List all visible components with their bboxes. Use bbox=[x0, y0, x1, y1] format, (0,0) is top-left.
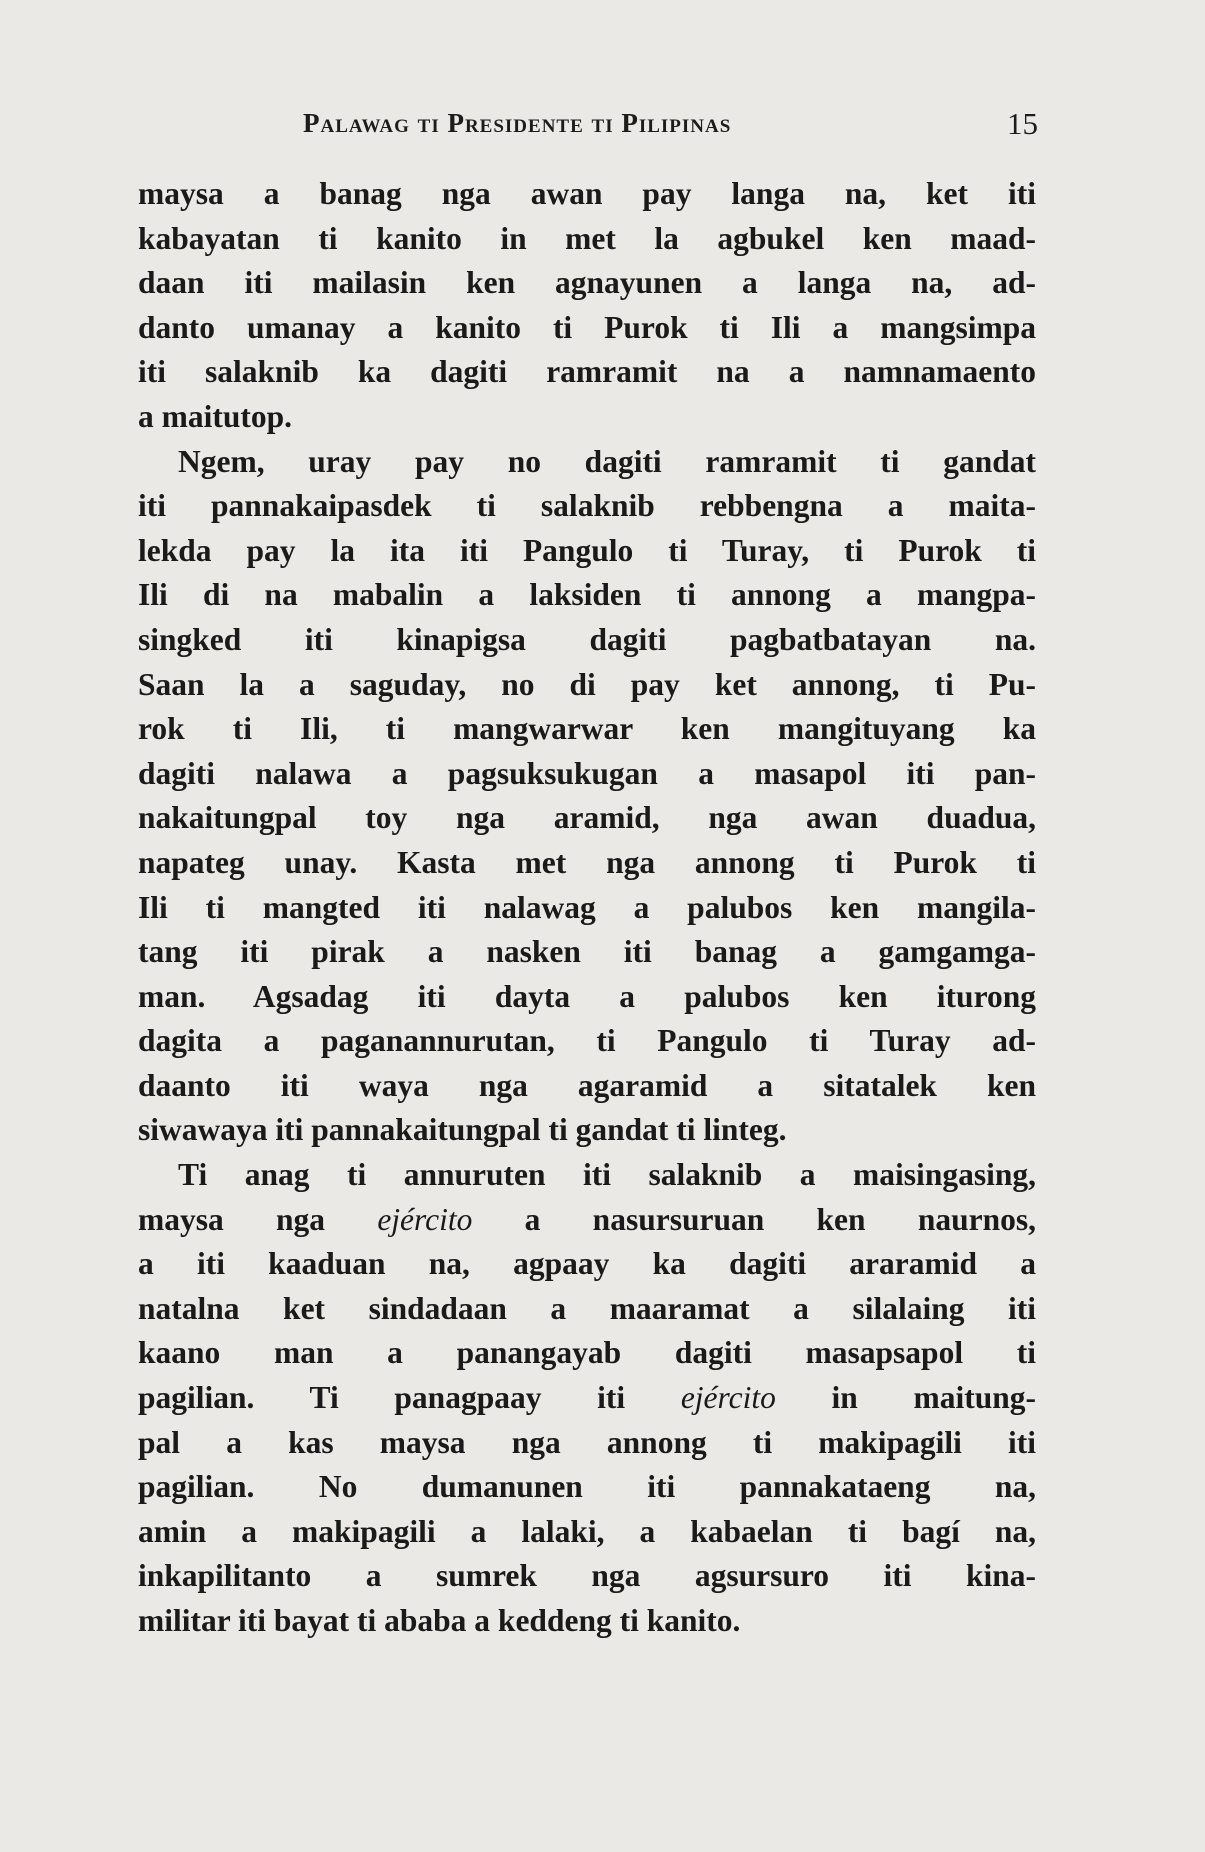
text-line: a iti kaaduan na, agpaay ka dagiti araramid a bbox=[138, 1246, 1036, 1282]
text-line: Ili di na mabalin a laksiden ti annong a mangpa- bbox=[138, 577, 1036, 613]
text-line: daan iti mailasin ken agnayunen a langa na, ad- bbox=[138, 265, 1036, 301]
text-fragment: maysa nga bbox=[138, 1201, 378, 1237]
text-fragment: pagilian. Ti panagpaay iti bbox=[138, 1380, 681, 1416]
page-header bbox=[303, 108, 1038, 148]
text-fragment: in maitung- bbox=[775, 1380, 1036, 1416]
text-line: daanto iti waya nga agaramid a sitatalek ken bbox=[138, 1067, 1036, 1103]
text-line: pagilian. No dumanunen iti pannakataeng na, bbox=[138, 1469, 1036, 1505]
text-line: kaano man a panangayab dagiti masapsapol ti bbox=[138, 1335, 1036, 1371]
text-fragment: a nasursuruan ken naurnos, bbox=[472, 1201, 1036, 1237]
text-line: Ili ti mangted iti nalawag a palubos ken mangila- bbox=[138, 889, 1036, 925]
text-line: a maitutop. bbox=[138, 398, 293, 434]
text-line: napateg unay. Kasta met nga annong ti Purok ti bbox=[138, 844, 1036, 880]
text-line: danto umanay a kanito ti Purok ti Ili a mangsimpa bbox=[138, 309, 1036, 345]
text-line: nakaitungpal toy nga aramid, nga awan duadua, bbox=[138, 800, 1036, 836]
text-line: singked iti kinapigsa dagiti pagbatbatayan na. bbox=[138, 621, 1036, 657]
text-line: iti salaknib ka dagiti ramramit na a namnamaento bbox=[138, 354, 1036, 390]
text-line: siwawaya iti pannakaitungpal ti gandat ti linteg. bbox=[138, 1112, 787, 1148]
text-line: amin a makipagili a lalaki, a kabaelan ti bagí na, bbox=[138, 1513, 1036, 1549]
text-line bbox=[138, 1376, 1036, 1421]
text-line: natalna ket sindadaan a maaramat a silalaing iti bbox=[138, 1290, 1036, 1326]
text-line: iti pannakaipasdek ti salaknib rebbengna a maita- bbox=[138, 488, 1036, 524]
body-text bbox=[138, 172, 1036, 1644]
text-line: man. Agsadag iti dayta a palubos ken iturong bbox=[138, 978, 1036, 1014]
text-line: Ngem, uray pay no dagiti ramramit ti gandat bbox=[178, 443, 1036, 479]
italic-term: ejército bbox=[377, 1201, 473, 1237]
text-line bbox=[138, 1198, 1036, 1243]
running-head: Palawag ti Presidente ti Pilipinas bbox=[303, 108, 732, 138]
text-line: dagita a paganannurutan, ti Pangulo ti Turay ad- bbox=[138, 1023, 1036, 1059]
text-line: militar iti bayat ti ababa a keddeng ti kanito. bbox=[138, 1603, 741, 1638]
text-line: pal a kas maysa nga annong ti makipagili iti bbox=[138, 1424, 1036, 1460]
text-line: tang iti pirak a nasken iti banag a gamgamga- bbox=[138, 934, 1036, 970]
text-line: dagiti nalawa a pagsuksukugan a masapol iti pan- bbox=[138, 755, 1036, 791]
text-line: kabayatan ti kanito in met la agbukel ken maad- bbox=[138, 220, 1036, 256]
text-line: Saan la a saguday, no di pay ket annong, ti Pu- bbox=[138, 666, 1036, 702]
text-line: maysa a banag nga awan pay langa na, ket iti bbox=[138, 176, 1036, 211]
text-line: lekda pay la ita iti Pangulo ti Turay, ti Purok ti bbox=[138, 532, 1036, 568]
text-line: inkapilitanto a sumrek nga agsursuro iti kina- bbox=[138, 1558, 1036, 1594]
text-line: Ti anag ti annuruten iti salaknib a maisingasing, bbox=[178, 1157, 1036, 1193]
italic-term: ejército bbox=[680, 1380, 776, 1416]
text-line: rok ti Ili, ti mangwarwar ken mangituyang ka bbox=[138, 711, 1036, 747]
page-number: 15 bbox=[1007, 106, 1038, 141]
